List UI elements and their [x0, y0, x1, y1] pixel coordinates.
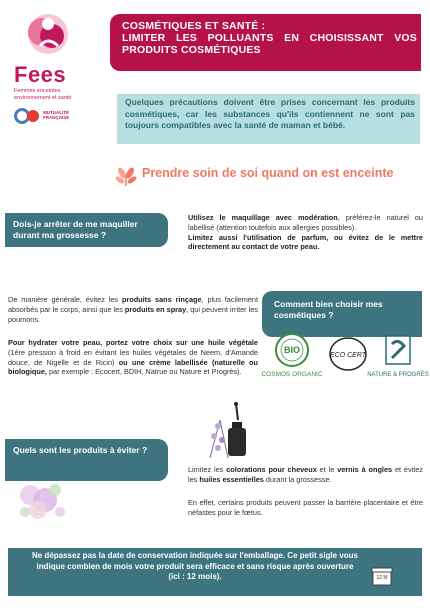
- products-text: et évitez les: [188, 465, 423, 484]
- title-line-2: LIMITER LES POLLUANTS EN CHOISISSANT VOS: [122, 32, 417, 44]
- products-text: durant la grossesse.: [263, 474, 332, 484]
- cosmos-label: COSMOS ORGANIC: [261, 371, 323, 378]
- hydration-text: par exemple : Ecocert, BDIH, Natrue ou Nature et Progrès).: [46, 367, 242, 377]
- products-advice: [188, 465, 423, 485]
- general-text: De manière générale, évitez les: [8, 295, 122, 304]
- page-title: [122, 20, 417, 56]
- general-text: , plus facilement absorbés par le corps, ainsi que les: [8, 295, 258, 314]
- logo-subtitle: Femmes enceintes environnement et santé: [14, 88, 72, 101]
- title-line-1: COSMÉTIQUES ET SANTÉ :: [122, 20, 266, 32]
- pao-label: 12 M: [376, 575, 388, 581]
- makeup-answer: [188, 213, 423, 252]
- intro-text: Quelques précautions doivent être prises concernant les produits cosmétiques, car les substances qu'ils contiennent ne sont pas toujours compatibles avec la santé de maman et bébé.: [125, 97, 415, 130]
- essential-oil-icon: [200, 400, 260, 458]
- makeup-text: , préférez-le naturel ou labellisé (attention toutefois aux allergies possibles).: [188, 213, 423, 232]
- hydration-emphasis: ou une crème labellisée (naturelle ou biologique,: [8, 357, 258, 377]
- products-emphasis: colorations pour cheveux: [226, 465, 317, 474]
- partner-name: MUTUALITÉ FRANÇAISE: [43, 110, 70, 120]
- logo-name: Fees: [14, 62, 67, 87]
- leaf-icon: [114, 164, 138, 188]
- products-text: et le: [316, 465, 338, 474]
- hydration-emphasis: Pour hydrater votre peau, portez votre choix sur une huile végétale: [8, 338, 258, 347]
- products-text: Limitez les: [188, 465, 227, 474]
- products-explanation: En effet, certains produits peuvent passer la barrière placentaire et être néfastes pour le fœtus.: [188, 498, 423, 517]
- certification-labels: [261, 332, 429, 387]
- care-section-title: Prendre soin de soi quand on est enceinte: [142, 166, 394, 180]
- hydration-text: (1ère pression à froid en évitant les huiles végétales de Neem, d'Amande douce, de Nigelle et de Ricin): [8, 347, 258, 367]
- ecocert-label: [330, 338, 367, 370]
- products-emphasis: vernis à ongles: [337, 465, 393, 474]
- general-advice: [8, 295, 258, 324]
- nature-progres-label: [367, 336, 429, 378]
- bio-label: BIO: [283, 345, 301, 355]
- cosmos-organic-label: [261, 334, 322, 378]
- general-text: , qui peuvent irriter les poumons.: [8, 304, 258, 324]
- choose-question-tab: Comment bien choisir mes cosmétiques ?: [262, 291, 422, 337]
- general-emphasis: produits sans rinçage: [121, 295, 202, 304]
- perfume-advice: Limitez aussi l'utilisation de parfum, ou évitez de le mettre directement au contact de votre peau.: [188, 232, 423, 252]
- makeup-question-tab: Dois-je arrêter de me maquiller durant ma grossesse ?: [5, 213, 168, 247]
- ecocert-text: ECO CERT: [329, 352, 367, 359]
- nature-label: NATURE & PROGRÈS: [367, 372, 429, 378]
- title-line-3: PRODUITS COSMÉTIQUES: [122, 44, 261, 56]
- makeup-emphasis: Utilisez le maquillage avec modération: [188, 213, 338, 222]
- hydration-advice: [8, 338, 258, 377]
- products-emphasis: huiles essentielles: [199, 474, 264, 484]
- footer-text: Ne dépassez pas la date de conservation indiquée sur l'emballage. Ce petit sigle vous indique combien de mois votre produit sera efficace et sans risque après ouverture (ici : 12 mois).: [31, 551, 358, 581]
- general-emphasis: produits en spray: [124, 304, 187, 314]
- fees-logo: [8, 6, 98, 66]
- flower-illustration: [10, 470, 80, 530]
- products-question-tab: Quels sont les produits à éviter ?: [5, 439, 168, 481]
